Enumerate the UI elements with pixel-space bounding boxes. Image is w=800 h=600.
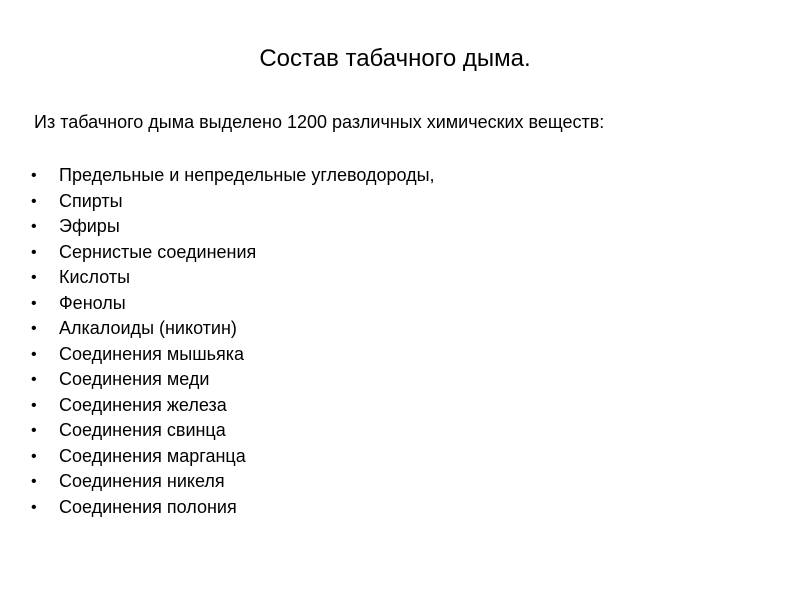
bullet-icon: •: [31, 396, 37, 414]
bullet-icon: •: [31, 345, 37, 363]
bullet-icon: •: [31, 473, 37, 490]
bullet-icon: •: [31, 447, 37, 465]
list-item-text: Алкалоиды (никотин): [59, 318, 237, 338]
bullet-icon: •: [31, 167, 37, 184]
list-item-text: Соединения мышьяка: [59, 343, 245, 364]
list-item-text: Спирты: [59, 190, 123, 211]
list-item-text: Эфиры: [59, 216, 120, 236]
intro-text: Из табачного дыма выделено 1200 различных химических веществ:: [34, 112, 605, 132]
list-item-text: Кислоты: [59, 267, 131, 287]
bullet-icon: •: [31, 498, 37, 516]
bullet-icon: •: [31, 218, 37, 235]
list-item-text: Соединения полония: [59, 496, 237, 517]
list-item-text: Соединения железа: [59, 394, 227, 415]
bullet-icon: •: [31, 320, 37, 337]
bullet-icon: •: [31, 192, 37, 210]
bullet-icon: •: [31, 294, 37, 312]
list-item-text: Соединения марганца: [59, 445, 246, 466]
bullet-icon: •: [31, 371, 37, 388]
list-item-text: Предельные и непредельные углеводороды,: [59, 165, 435, 185]
list-item-text: Соединения свинца: [59, 420, 226, 440]
list-item-text: Сернистые соединения: [59, 241, 257, 262]
list-item-text: Соединения меди: [59, 369, 210, 389]
list-item-text: Соединения никеля: [59, 471, 225, 491]
bullet-icon: •: [31, 269, 37, 286]
bullet-icon: •: [31, 422, 37, 439]
slide-title: Состав табачного дыма.: [259, 45, 531, 72]
bullet-icon: •: [31, 243, 37, 261]
list-item-text: Фенолы: [59, 292, 126, 313]
